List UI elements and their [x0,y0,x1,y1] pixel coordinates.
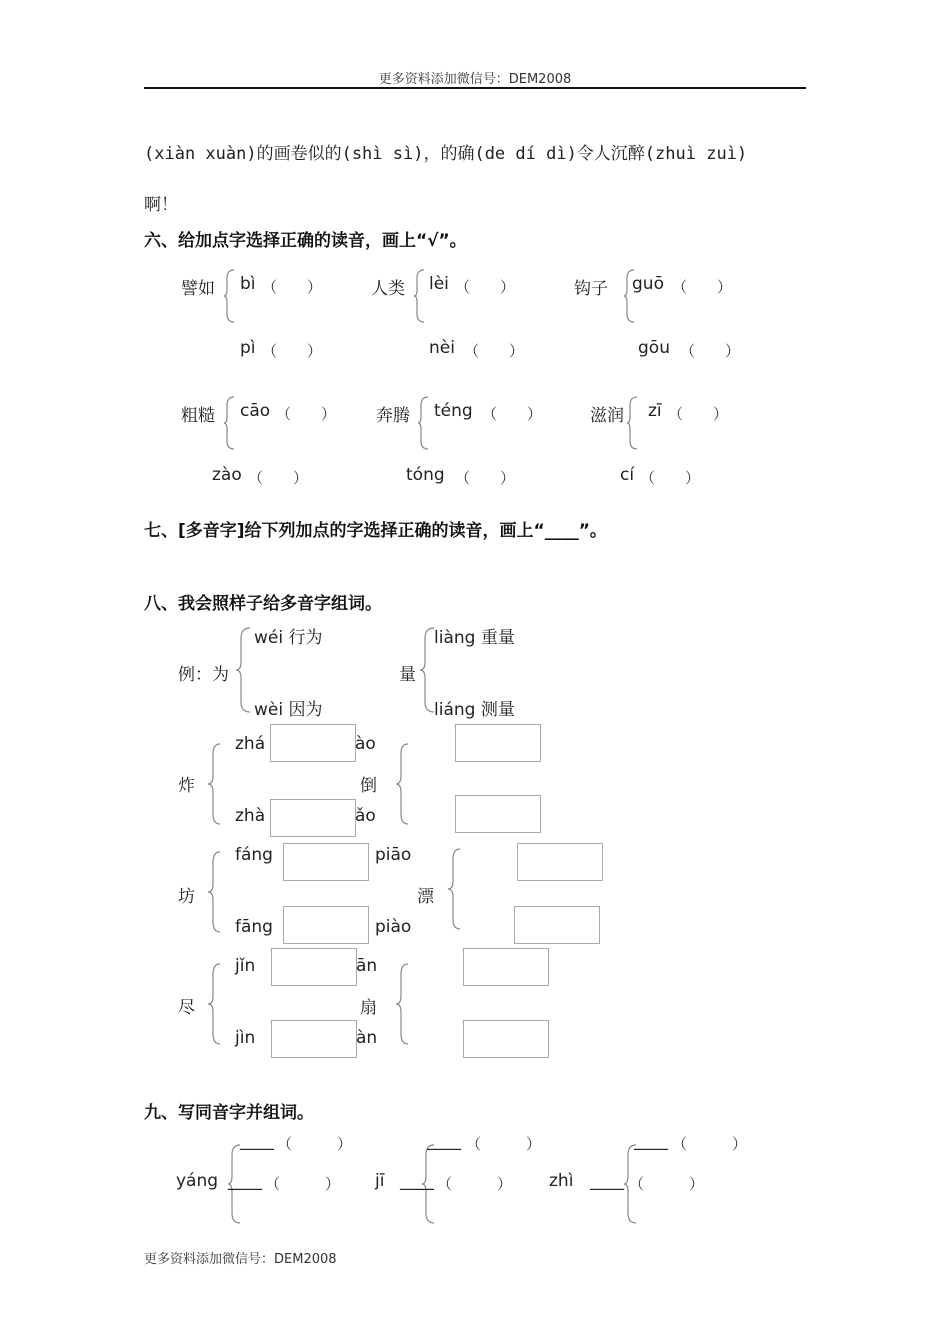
intro-line: (xiàn xuàn)的画卷似的(shì sì)，的确(de dí dì)令人沉醉(zhuì zuì) [144,144,748,164]
poly-pinyin: ào [355,734,376,754]
answer-box[interactable] [517,843,603,881]
write-blank[interactable]: ____ [634,1131,668,1151]
poly-char: 炸 [178,776,195,796]
example-label: 例：为 [178,665,229,685]
option-pinyin: gōu [638,338,670,358]
brace [208,744,222,824]
example-char: 量 [399,665,416,685]
answer-paren[interactable]: （ ） [262,278,323,296]
answer-paren[interactable]: （ ） [672,278,733,296]
poly-char: 尽 [178,998,195,1018]
answer-box[interactable] [270,799,356,837]
option-pinyin: tóng [406,465,445,485]
brace [208,964,222,1044]
poly-pinyin: àn [356,1028,378,1048]
brace [414,270,426,322]
option-pinyin: guō [632,274,664,294]
option-pinyin: cāo [240,401,271,421]
answer-paren[interactable]: （ ） [482,405,543,423]
poly-pinyin: ǎo [355,806,376,826]
word-cucao: 粗糙 [181,406,215,426]
answer-box[interactable] [283,906,369,944]
answer-paren[interactable]: （ ） [248,469,309,487]
answer-paren[interactable]: （ ） [464,342,525,360]
option-pinyin: lèi [429,274,449,294]
answer-paren[interactable]: （ ） [437,1175,513,1193]
option-pinyin: téng [434,401,473,421]
poly-pinyin: zhà [235,806,266,826]
poly-char: 坊 [178,887,195,907]
poly-pinyin: jǐn [235,956,256,976]
poly-pinyin: fáng [235,845,273,865]
brace [627,397,639,449]
answer-box[interactable] [283,843,369,881]
section8-title: 八、我会照样子给多音字组词。 [144,594,382,614]
answer-paren[interactable]: （ ） [276,405,337,423]
word-benteng: 奔腾 [376,406,410,426]
write-blank[interactable]: ____ [590,1171,624,1191]
brace [396,744,410,824]
brace [208,852,222,932]
example-reading: liáng 测量 [434,700,515,720]
answer-paren[interactable]: （ ） [265,1175,341,1193]
answer-box[interactable] [271,1020,357,1058]
answer-paren[interactable]: （ ） [629,1175,705,1193]
homophone-pinyin: jī [375,1171,385,1191]
brace [224,397,236,449]
answer-paren[interactable]: （ ） [262,342,323,360]
example-reading: liàng 重量 [434,628,515,648]
answer-paren[interactable]: （ ） [455,469,516,487]
answer-box[interactable] [455,795,541,833]
write-blank[interactable]: ____ [427,1131,461,1151]
poly-pinyin: piāo [375,845,412,865]
page-header: 更多资料添加微信号：DEM2008 [378,72,572,87]
write-blank[interactable]: ____ [228,1171,262,1191]
answer-paren[interactable]: （ ） [672,1135,748,1153]
option-pinyin: nèi [429,338,455,358]
word-piru: 譬如 [181,279,215,299]
poly-pinyin: zhá [235,734,266,754]
example-reading: wèi 因为 [254,700,323,720]
homophone-pinyin: zhì [549,1171,574,1191]
answer-paren[interactable]: （ ） [455,278,516,296]
answer-paren[interactable]: （ ） [277,1135,353,1153]
word-gouzi: 钩子 [574,279,608,299]
brace [396,964,410,1044]
answer-box[interactable] [270,724,356,762]
poly-pinyin: ān [356,956,378,976]
option-pinyin: pì [240,338,256,358]
poly-char: 倒 [360,776,377,796]
poly-char: 扇 [360,998,377,1018]
poly-pinyin: piào [375,917,412,937]
write-blank[interactable]: ____ [240,1131,274,1151]
write-blank[interactable]: ____ [400,1171,434,1191]
intro-line-end: 啊！ [144,195,178,215]
brace [448,849,462,929]
example-reading: wéi 行为 [254,628,323,648]
section9-title: 九、写同音字并组词。 [144,1103,314,1123]
header-rule [144,87,806,89]
option-pinyin: bì [240,274,256,294]
homophone-pinyin: yáng [176,1171,219,1191]
section7-title: 七、[多音字]给下列加点的字选择正确的读音，画上“____”。 [144,521,607,541]
poly-char: 漂 [417,887,434,907]
page-footer: 更多资料添加微信号：DEM2008 [144,1252,337,1267]
answer-box[interactable] [271,948,357,986]
option-pinyin: zào [212,465,242,485]
answer-box[interactable] [455,724,541,762]
option-pinyin: zī [648,401,662,421]
answer-paren[interactable]: （ ） [640,469,701,487]
brace [236,628,252,712]
poly-pinyin: jìn [235,1028,256,1048]
answer-box[interactable] [463,948,549,986]
brace [418,397,430,449]
answer-box[interactable] [463,1020,549,1058]
word-zirun: 滋润 [590,406,624,426]
answer-paren[interactable]: （ ） [466,1135,542,1153]
option-pinyin: cí [620,465,635,485]
section6-title: 六、给加点字选择正确的读音，画上“√”。 [144,231,467,251]
answer-paren[interactable]: （ ） [668,405,729,423]
answer-box[interactable] [514,906,600,944]
brace [224,270,236,322]
word-renlei: 人类 [371,279,405,299]
answer-paren[interactable]: （ ） [680,342,741,360]
poly-pinyin: fāng [235,917,273,937]
